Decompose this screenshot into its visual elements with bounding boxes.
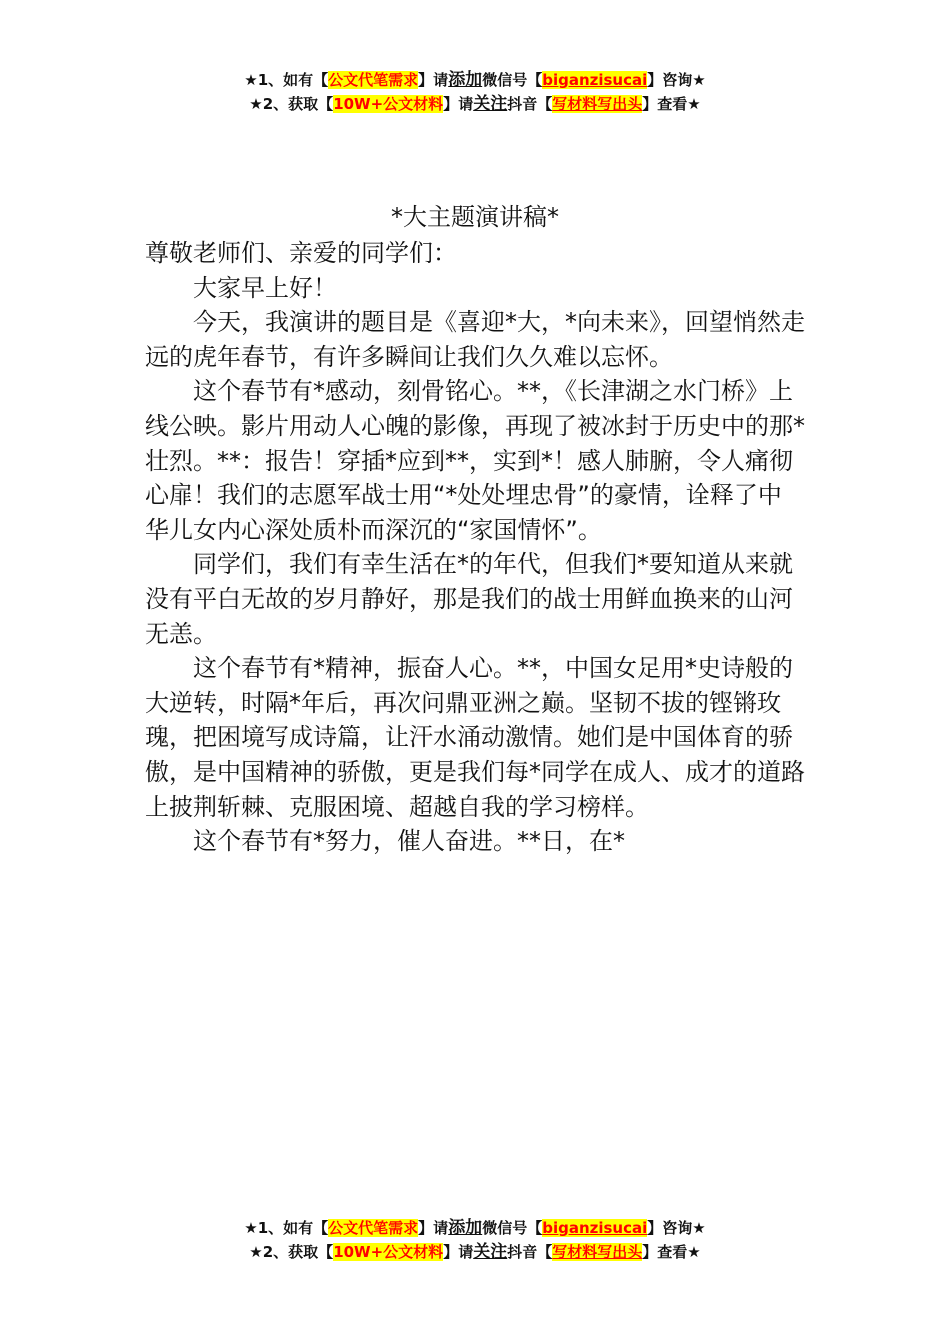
banner-highlight: 公文代笔需求	[328, 1219, 419, 1237]
salutation: 尊敬老师们、亲爱的同学们：	[145, 239, 457, 267]
banner-line-1	[0, 68, 950, 92]
paragraph: 今天，我演讲的题目是《喜迎*大，*向未来》，回望悄然走远的虎年春节，有许多瞬间让我们久久难以忘怀。	[145, 308, 805, 371]
banner-highlight: 10W+公文材料	[333, 1243, 444, 1261]
banner-text: ★1、如有【	[244, 1219, 329, 1237]
document-title: *大主题演讲稿*	[391, 203, 559, 231]
banner-text: 抖音【	[507, 1243, 553, 1261]
banner-text: 微信号【	[482, 1219, 543, 1237]
banner-highlight: 写材料写出头	[552, 95, 643, 113]
banner-line-2	[0, 92, 950, 116]
banner-line-1	[0, 1216, 950, 1240]
paragraph: 这个春节有*感动，刻骨铭心。**，《长津湖之水门桥》上线公映。影片用动人心魄的影像，再现了被冰封于历史中的那*壮烈。**：报告！穿插*应到**，实到*！感人肺腑，令人痛彻心扉！我们的志愿军战士用“*处处埋忠骨”的豪情，诠释了中华儿女内心深处质朴而深沉的“家国情怀”。	[145, 377, 805, 544]
banner-text: 】请	[443, 95, 474, 113]
footer-banner	[0, 1216, 950, 1264]
banner-line-2	[0, 1240, 950, 1264]
banner-text: 】查看★	[642, 95, 701, 113]
banner-text: ★2、获取【	[249, 95, 334, 113]
banner-highlight: biganzisucai	[542, 71, 648, 89]
banner-emphasis: 添加	[448, 1218, 483, 1238]
banner-highlight: 写材料写出头	[552, 1243, 643, 1261]
banner-text: 】咨询★	[647, 71, 706, 89]
banner-emphasis: 添加	[448, 70, 483, 90]
banner-text: ★2、获取【	[249, 1243, 334, 1261]
paragraph: 大家早上好！	[193, 273, 337, 302]
banner-text: 】请	[418, 71, 449, 89]
banner-text: 】咨询★	[647, 1219, 706, 1237]
banner-text: 】请	[443, 1243, 474, 1261]
banner-emphasis: 关注	[473, 94, 508, 114]
document-body	[145, 236, 805, 859]
paragraph: 同学们，我们有幸生活在*的年代，但我们*要知道从来就没有平白无故的岁月静好，那是我们的战士用鲜血换来的山河无恙。	[145, 550, 793, 648]
banner-highlight: biganzisucai	[542, 1219, 648, 1237]
banner-text: ★1、如有【	[244, 71, 329, 89]
banner-highlight: 公文代笔需求	[328, 71, 419, 89]
paragraph: 这个春节有*精神，振奋人心。**，中国女足用*史诗般的大逆转，时隔*年后，再次问鼎亚洲之巅。坚韧不拔的铿锵玫瑰，把困境写成诗篇，让汗水涌动激情。她们是中国体育的骄傲，是中国精神的骄傲，更是我们每*同学在成人、成才的道路上披荆斩棘、克服困境、超越自我的学习榜样。	[145, 654, 805, 821]
banner-highlight: 10W+公文材料	[333, 95, 444, 113]
banner-text: 】请	[418, 1219, 449, 1237]
paragraph: 这个春节有*努力，催人奋进。**日，在*	[193, 827, 625, 856]
header-banner	[0, 68, 950, 116]
banner-text: 抖音【	[507, 95, 553, 113]
banner-emphasis: 关注	[473, 1242, 508, 1262]
banner-text: 微信号【	[482, 71, 543, 89]
banner-text: 】查看★	[642, 1243, 701, 1261]
